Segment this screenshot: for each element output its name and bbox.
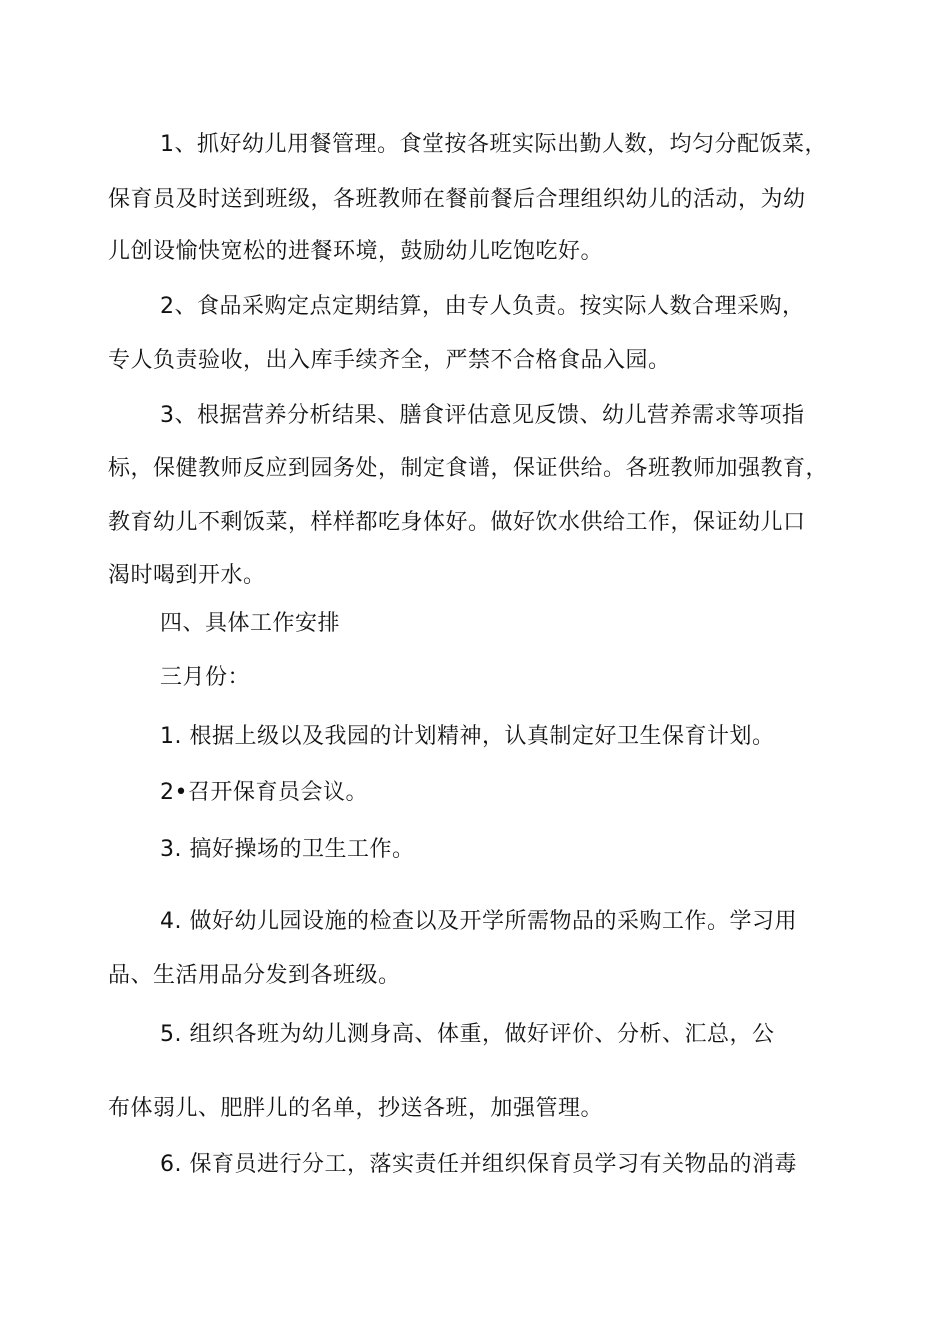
text-line-6: 3、根据营养分析结果、膳食评估意见反馈、幼儿营养需求等项指 — [160, 403, 805, 428]
text-line-item-6: 6. 保育员进行分工，落实责任并组织保育员学习有关物品的消毒 — [160, 1152, 797, 1177]
text-line-5: 专人负责验收，出入库手续齐全，严禁不合格食品入园。 — [108, 348, 671, 373]
text-line-7: 标，保健教师反应到园务处，制定食谱，保证供给。各班教师加强教育， — [108, 456, 829, 481]
text-line-1: 1、抓好幼儿用餐管理。食堂按各班实际出勤人数，均匀分配饭菜， — [160, 132, 827, 157]
section-heading: 四、具体工作安排 — [160, 611, 341, 636]
text-line-9: 渴时喝到开水。 — [108, 563, 266, 588]
text-line-2: 保育员及时送到班级，各班教师在餐前餐后合理组织幼儿的活动，为幼 — [108, 187, 806, 212]
text-line-item-4: 4. 做好幼儿园设施的检查以及开学所需物品的采购工作。学习用 — [160, 909, 797, 934]
text-line-item-5-cont: 布体弱儿、肥胖儿的名单，抄送各班，加强管理。 — [108, 1096, 604, 1121]
text-line-8: 教育幼儿不剩饭菜，样样都吃身体好。做好饮水供给工作，保证幼儿口 — [108, 510, 806, 535]
text-line-item-4-cont: 品、生活用品分发到各班级。 — [108, 963, 401, 988]
month-heading: 三月份： — [160, 665, 251, 690]
text-line-item-2: 2•召开保育员会议。 — [160, 780, 368, 805]
text-line-item-5: 5. 组织各班为幼儿测身高、体重，做好评价、分析、汇总，公 — [160, 1022, 775, 1047]
text-line-4: 2、食品采购定点定期结算，由专人负责。按实际人数合理采购， — [160, 294, 805, 319]
text-line-item-3: 3. 搞好操场的卫生工作。 — [160, 837, 415, 862]
text-line-item-1: 1. 根据上级以及我园的计划精神，认真制定好卫生保育计划。 — [160, 724, 775, 749]
text-line-3: 儿创设愉快宽松的进餐环境，鼓励幼儿吃饱吃好。 — [108, 239, 604, 264]
